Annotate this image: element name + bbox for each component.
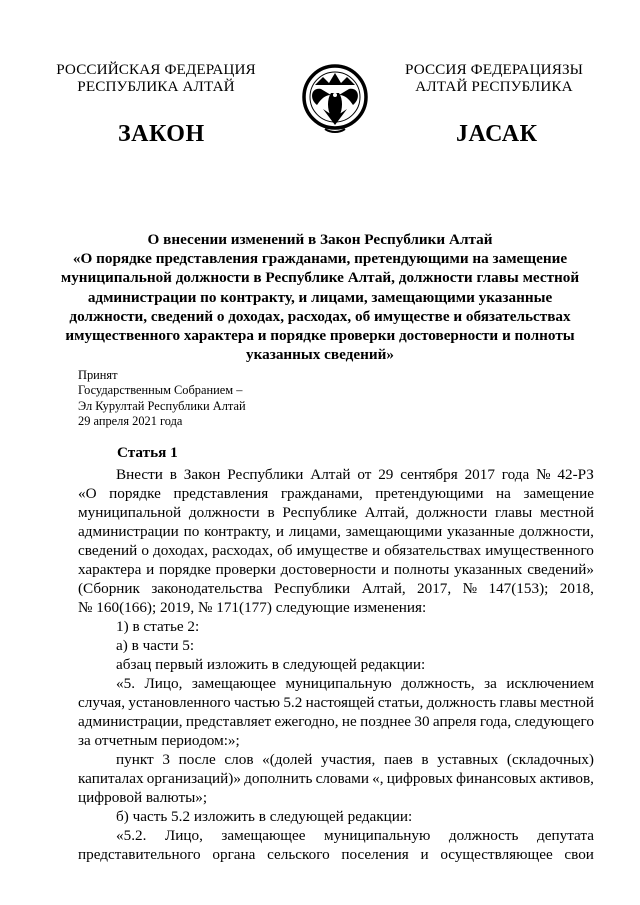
- word: главы: [495, 504, 533, 521]
- word: должности: [188, 504, 260, 521]
- word: депутата: [537, 827, 594, 844]
- word: порядке: [109, 485, 161, 502]
- document-title: [60, 230, 580, 364]
- word: «О: [78, 485, 97, 502]
- word: паев: [383, 751, 413, 768]
- word: должность: [448, 827, 519, 844]
- body-line: цифровой валюты»;: [78, 789, 208, 806]
- word: свои: [564, 846, 594, 863]
- word: поселения: [341, 846, 409, 863]
- word: в: [421, 751, 429, 768]
- word: 3: [162, 751, 170, 768]
- word: №: [536, 466, 551, 483]
- word: о: [141, 542, 149, 559]
- word: Внести: [116, 466, 163, 483]
- word: должность,: [401, 675, 475, 692]
- word: достоверности: [280, 561, 377, 578]
- title-line: указанных сведений»: [246, 346, 394, 364]
- word: главы: [499, 694, 537, 711]
- word: сельского: [267, 846, 330, 863]
- title-line: О внесении изменений в Закон Республики Алтай: [147, 231, 493, 248]
- word: «5.: [116, 675, 135, 692]
- body-line: [78, 465, 594, 484]
- word: местной: [540, 694, 594, 711]
- word: Лицо,: [144, 675, 183, 692]
- body-line: [78, 769, 594, 788]
- word: 29: [378, 466, 394, 483]
- header-left: [54, 61, 258, 95]
- body-line: [78, 674, 594, 693]
- word: 2018,: [559, 580, 594, 597]
- word: проверки: [215, 561, 276, 578]
- word: Республики: [227, 466, 304, 483]
- word: уставных: [437, 751, 499, 768]
- word: 147(153);: [488, 580, 549, 597]
- word: слов: [224, 751, 254, 768]
- word: контракту,: [204, 523, 272, 540]
- word: 30: [414, 713, 430, 730]
- word: и: [372, 542, 381, 559]
- body-line: за отчетным периодом:»;: [78, 732, 240, 749]
- word: от: [357, 466, 372, 483]
- word: за: [484, 675, 497, 692]
- word: «5.2.: [116, 827, 147, 844]
- word: словами: [315, 770, 369, 787]
- adoption-note: [78, 368, 246, 429]
- word: муниципальную: [285, 675, 392, 692]
- word: не: [341, 713, 357, 730]
- law-title-altai: ЈАСАК: [456, 121, 538, 147]
- word: (складочных): [506, 751, 594, 768]
- body-line: [78, 712, 594, 731]
- body-line: [78, 484, 594, 503]
- adoption-line: Государственным Собранием –: [78, 383, 243, 398]
- body-line: 1) в статье 2:: [116, 618, 200, 635]
- word: обязательствах: [384, 542, 482, 559]
- word: №: [462, 580, 478, 597]
- body-line: № 160(166); 2019, № 171(177) следующие изменения:: [78, 599, 427, 616]
- word: в: [267, 504, 275, 521]
- title-line: муниципальной должности в Республике Алтай, должности главы местной: [60, 269, 580, 287]
- word: Алтай,: [364, 504, 409, 521]
- word: указанных: [454, 561, 523, 578]
- word: «(долей: [262, 751, 313, 768]
- body-line: [78, 826, 594, 845]
- word: законодательства: [151, 580, 263, 597]
- word: ежегодно,: [274, 713, 339, 730]
- word: гражданами,: [280, 485, 363, 502]
- word: в: [169, 466, 177, 483]
- word: Закон: [183, 466, 221, 483]
- body-line: [78, 579, 594, 598]
- word: осуществляющее: [440, 846, 553, 863]
- adoption-line: Эл Курултай Республики Алтай: [78, 398, 246, 413]
- body-line: [78, 845, 594, 864]
- word: администрации: [78, 523, 179, 540]
- word: характера: [78, 561, 142, 578]
- word: установленного: [128, 694, 231, 711]
- body-line: [78, 693, 594, 712]
- title-line: «О порядке представления гражданами, претендующими на замещение: [72, 250, 568, 268]
- word: «,: [372, 770, 384, 787]
- adoption-date: 29 апреля 2021 года: [78, 413, 183, 428]
- word: 42-РЗ: [557, 466, 594, 483]
- word: сведений: [78, 542, 138, 559]
- word: представления: [173, 485, 269, 502]
- word: 2017,: [417, 580, 452, 597]
- title-line: имущественного характера и порядке проверки достоверности и полноты: [65, 327, 575, 345]
- word: статьи,: [377, 694, 424, 711]
- word: Лицо,: [164, 827, 203, 844]
- adoption-line: Принят: [78, 368, 118, 382]
- word: должности,: [519, 523, 594, 540]
- word: на: [496, 485, 511, 502]
- word: и: [420, 846, 429, 863]
- word: имущественного: [485, 542, 594, 559]
- word: позднее: [360, 713, 411, 730]
- word: полноты: [393, 561, 450, 578]
- word: имуществе: [296, 542, 368, 559]
- word: представляет: [185, 713, 272, 730]
- word: настоящей: [305, 694, 375, 711]
- word: пункт: [116, 751, 154, 768]
- word: должность: [426, 694, 497, 711]
- word: финансовых: [456, 770, 537, 787]
- word: указанные: [447, 523, 515, 540]
- word: представительного: [78, 846, 201, 863]
- document-body: [78, 465, 594, 864]
- word: администрации,: [78, 713, 183, 730]
- title-line: администрации по контракту, и лицами, замещающими указанные: [87, 288, 553, 306]
- word: замещающее: [191, 675, 276, 692]
- header-right: [398, 61, 590, 95]
- word: порядке: [159, 561, 211, 578]
- altai-republic-emblem: [301, 59, 369, 139]
- word: участия,: [321, 751, 376, 768]
- word: по: [183, 523, 200, 540]
- word: должности: [416, 504, 488, 521]
- body-line: [78, 750, 594, 769]
- word: активов,: [539, 770, 594, 787]
- word: 2017: [464, 466, 495, 483]
- word: сентября: [400, 466, 458, 483]
- word: года,: [479, 713, 512, 730]
- word: (Сборник: [78, 580, 140, 597]
- word: 5.2: [283, 694, 303, 711]
- word: организаций)»: [146, 770, 241, 787]
- word: замещение: [523, 485, 594, 502]
- body-line: а) в части 5:: [116, 637, 195, 654]
- word: и: [146, 561, 155, 578]
- body-line: [78, 522, 594, 541]
- word: доходах,: [153, 542, 209, 559]
- word: капиталах: [78, 770, 144, 787]
- word: органа: [212, 846, 256, 863]
- header-right-line-1: РОССИЯ ФЕДЕРАЦИЯЗЫ: [404, 61, 584, 78]
- header-right-line-2: АЛТАЙ РЕСПУБЛИКА: [415, 78, 573, 95]
- word: следующего: [514, 713, 594, 730]
- word: расходах,: [212, 542, 274, 559]
- body-line: абзац первый изложить в следующей редакции:: [116, 656, 426, 673]
- word: и: [275, 523, 285, 540]
- header-left-line-1: РОССИЙСКАЯ ФЕДЕРАЦИЯ: [56, 61, 256, 78]
- article-heading: Статья 1: [117, 444, 178, 461]
- word: об: [277, 542, 293, 559]
- word: сведений»: [527, 561, 594, 578]
- word: Республике: [282, 504, 357, 521]
- word: исключением: [506, 675, 594, 692]
- title-line: должности, сведений о доходах, расходах, об имуществе и обязательствах: [69, 307, 571, 325]
- word: случая,: [78, 694, 126, 711]
- word: муниципальную: [324, 827, 431, 844]
- word: замещающее: [221, 827, 306, 844]
- word: муниципальной: [78, 504, 182, 521]
- header-left-line-2: РЕСПУБЛИКА АЛТАЙ: [77, 78, 235, 95]
- word: лицами,: [288, 523, 341, 540]
- word: претендующими: [375, 485, 484, 502]
- word: Алтай,: [361, 580, 406, 597]
- word: Алтай: [310, 466, 351, 483]
- word: и: [380, 561, 390, 578]
- word: года: [501, 466, 530, 483]
- word: апреля: [432, 713, 477, 730]
- law-title-russian: ЗАКОН: [118, 121, 205, 147]
- word: местной: [539, 504, 594, 521]
- body-line: [78, 560, 594, 579]
- word: после: [178, 751, 216, 768]
- word: частью: [233, 694, 280, 711]
- word: цифровых: [386, 770, 453, 787]
- word: Республики: [273, 580, 351, 597]
- body-line: [78, 503, 594, 522]
- word: дополнить: [244, 770, 313, 787]
- body-line: б) часть 5.2 изложить в следующей редакции:: [116, 808, 413, 825]
- body-line: [78, 541, 594, 560]
- word: замещающими: [345, 523, 443, 540]
